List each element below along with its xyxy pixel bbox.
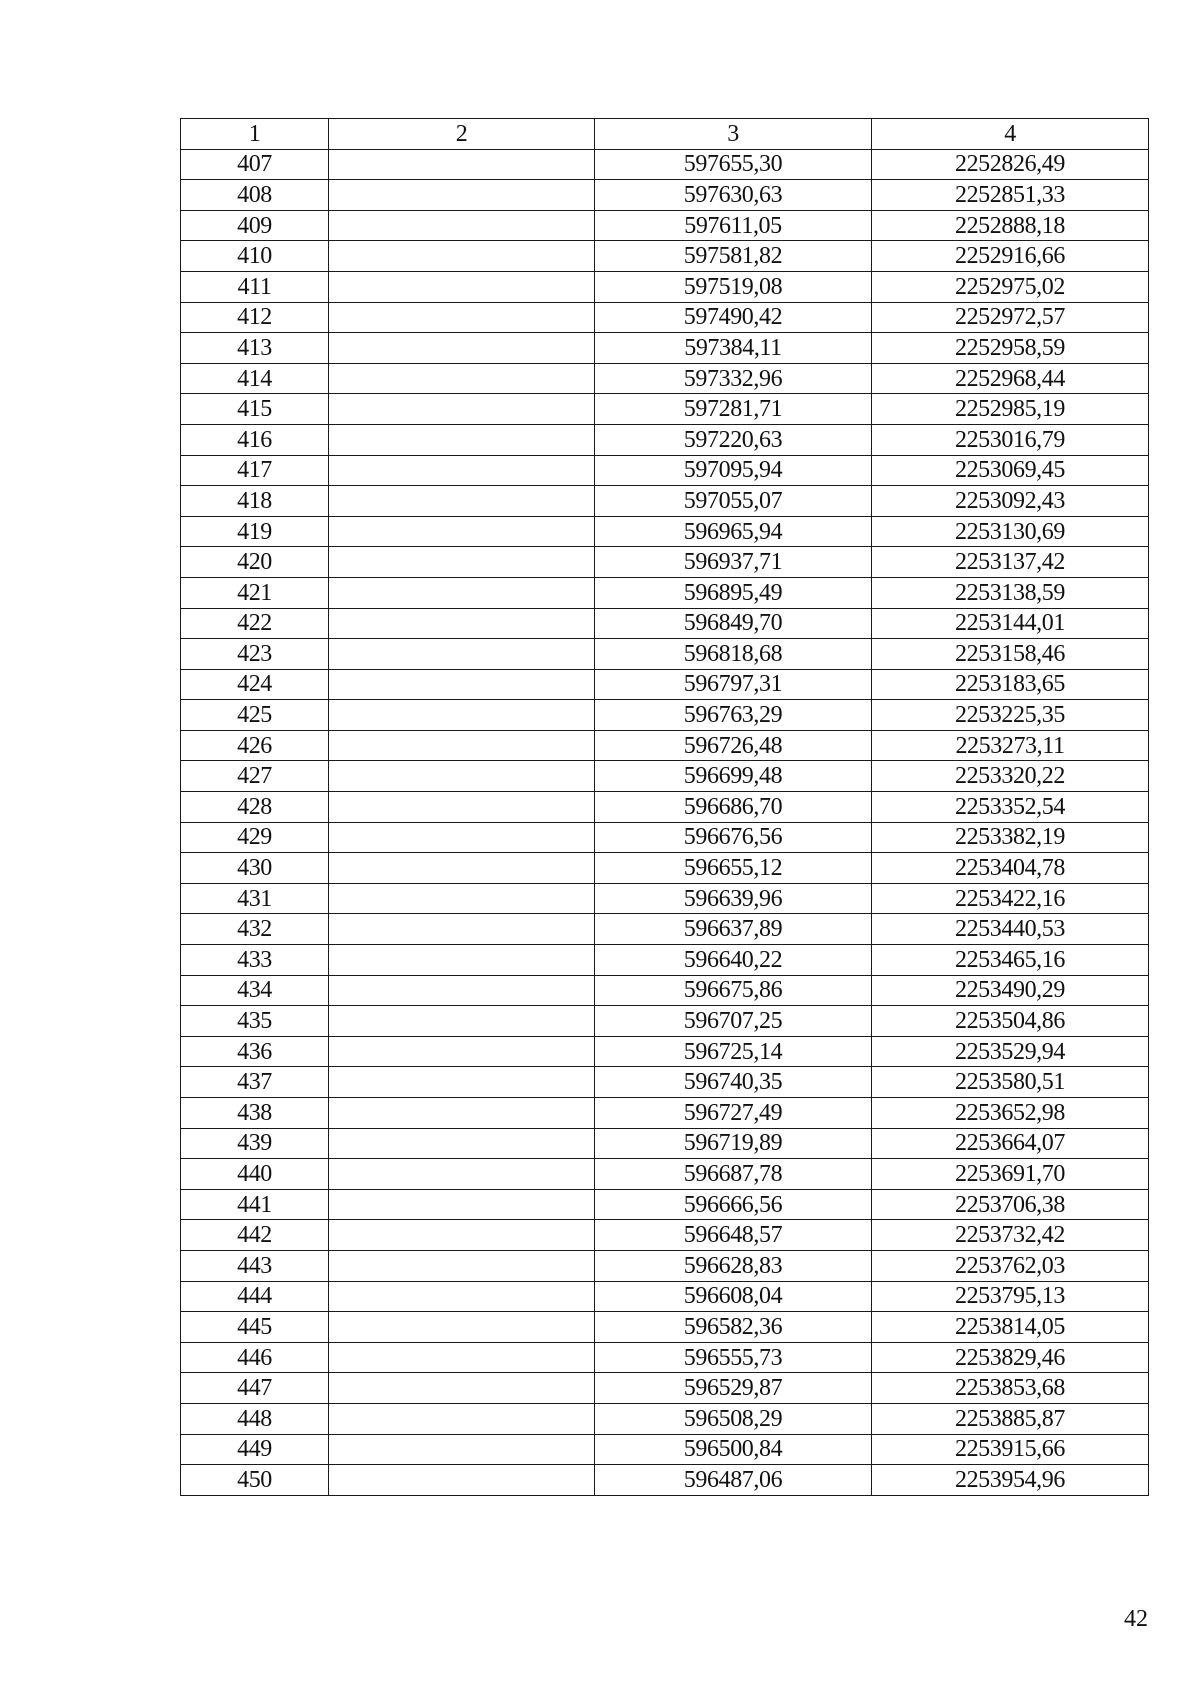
point-number-cell: 421: [181, 577, 329, 608]
y-coordinate-cell: 2253069,45: [872, 455, 1149, 486]
y-coordinate-cell: 2252985,19: [872, 394, 1149, 425]
table-row: [181, 1403, 1149, 1434]
table-row: [181, 700, 1149, 731]
x-coordinate-cell: 596508,29: [595, 1403, 872, 1434]
empty-cell: [329, 333, 595, 364]
x-coordinate-cell: 597095,94: [595, 455, 872, 486]
table-row: [181, 486, 1149, 517]
point-number-cell: 439: [181, 1128, 329, 1159]
x-coordinate-cell: 596529,87: [595, 1373, 872, 1404]
y-coordinate-cell: 2253183,65: [872, 669, 1149, 700]
point-number-cell: 437: [181, 1067, 329, 1098]
point-number-cell: 418: [181, 486, 329, 517]
point-number-cell: 440: [181, 1159, 329, 1190]
point-number-cell: 425: [181, 700, 329, 731]
page-number: 42: [1124, 1606, 1148, 1632]
x-coordinate-cell: 597519,08: [595, 271, 872, 302]
y-coordinate-cell: 2253954,96: [872, 1465, 1149, 1496]
table-row: [181, 1220, 1149, 1251]
table-row: [181, 577, 1149, 608]
y-coordinate-cell: 2253016,79: [872, 424, 1149, 455]
x-coordinate-cell: 596727,49: [595, 1098, 872, 1129]
point-number-cell: 432: [181, 914, 329, 945]
point-number-cell: 435: [181, 1006, 329, 1037]
header-row: [181, 119, 1149, 150]
empty-cell: [329, 1220, 595, 1251]
table-row: [181, 853, 1149, 884]
point-number-cell: 416: [181, 424, 329, 455]
y-coordinate-cell: 2253732,42: [872, 1220, 1149, 1251]
empty-cell: [329, 669, 595, 700]
point-number-cell: 423: [181, 639, 329, 670]
empty-cell: [329, 1373, 595, 1404]
point-number-cell: 450: [181, 1465, 329, 1496]
table-row: [181, 1250, 1149, 1281]
y-coordinate-cell: 2253138,59: [872, 577, 1149, 608]
x-coordinate-cell: 597611,05: [595, 210, 872, 241]
y-coordinate-cell: 2252968,44: [872, 363, 1149, 394]
x-coordinate-cell: 597281,71: [595, 394, 872, 425]
y-coordinate-cell: 2253137,42: [872, 547, 1149, 578]
y-coordinate-cell: 2253885,87: [872, 1403, 1149, 1434]
empty-cell: [329, 302, 595, 333]
empty-cell: [329, 792, 595, 823]
x-coordinate-cell: 596666,56: [595, 1189, 872, 1220]
point-number-cell: 449: [181, 1434, 329, 1465]
empty-cell: [329, 1312, 595, 1343]
point-number-cell: 442: [181, 1220, 329, 1251]
table-row: [181, 333, 1149, 364]
point-number-cell: 428: [181, 792, 329, 823]
table-row: [181, 792, 1149, 823]
empty-cell: [329, 1098, 595, 1129]
empty-cell: [329, 1250, 595, 1281]
point-number-cell: 422: [181, 608, 329, 639]
y-coordinate-cell: 2253273,11: [872, 730, 1149, 761]
y-coordinate-cell: 2253092,43: [872, 486, 1149, 517]
y-coordinate-cell: 2252975,02: [872, 271, 1149, 302]
table-row: [181, 1373, 1149, 1404]
point-number-cell: 448: [181, 1403, 329, 1434]
empty-cell: [329, 608, 595, 639]
x-coordinate-cell: 596648,57: [595, 1220, 872, 1251]
x-coordinate-cell: 597655,30: [595, 149, 872, 180]
y-coordinate-cell: 2252888,18: [872, 210, 1149, 241]
x-coordinate-cell: 596686,70: [595, 792, 872, 823]
point-number-cell: 431: [181, 883, 329, 914]
point-number-cell: 447: [181, 1373, 329, 1404]
y-coordinate-cell: 2253158,46: [872, 639, 1149, 670]
table-row: [181, 302, 1149, 333]
header-col-1: 1: [181, 119, 329, 150]
y-coordinate-cell: 2252826,49: [872, 149, 1149, 180]
table-row: [181, 761, 1149, 792]
empty-cell: [329, 577, 595, 608]
empty-cell: [329, 761, 595, 792]
point-number-cell: 443: [181, 1250, 329, 1281]
y-coordinate-cell: 2253829,46: [872, 1342, 1149, 1373]
point-number-cell: 413: [181, 333, 329, 364]
table-row: [181, 547, 1149, 578]
point-number-cell: 438: [181, 1098, 329, 1129]
table-body: [181, 149, 1149, 1495]
empty-cell: [329, 1342, 595, 1373]
table-row: [181, 271, 1149, 302]
empty-cell: [329, 1465, 595, 1496]
y-coordinate-cell: 2252851,33: [872, 180, 1149, 211]
empty-cell: [329, 547, 595, 578]
table-row: [181, 1189, 1149, 1220]
x-coordinate-cell: 596687,78: [595, 1159, 872, 1190]
x-coordinate-cell: 596699,48: [595, 761, 872, 792]
empty-cell: [329, 241, 595, 272]
x-coordinate-cell: 596582,36: [595, 1312, 872, 1343]
x-coordinate-cell: 597332,96: [595, 363, 872, 394]
point-number-cell: 441: [181, 1189, 329, 1220]
y-coordinate-cell: 2252916,66: [872, 241, 1149, 272]
x-coordinate-cell: 596763,29: [595, 700, 872, 731]
x-coordinate-cell: 596937,71: [595, 547, 872, 578]
table-row: [181, 1281, 1149, 1312]
table-row: [181, 1006, 1149, 1037]
table-row: [181, 394, 1149, 425]
empty-cell: [329, 486, 595, 517]
x-coordinate-cell: 596676,56: [595, 822, 872, 853]
y-coordinate-cell: 2253706,38: [872, 1189, 1149, 1220]
x-coordinate-cell: 596500,84: [595, 1434, 872, 1465]
x-coordinate-cell: 596797,31: [595, 669, 872, 700]
table-row: [181, 669, 1149, 700]
table-row: [181, 945, 1149, 976]
table-row: [181, 883, 1149, 914]
table-row: [181, 180, 1149, 211]
table-row: [181, 455, 1149, 486]
x-coordinate-cell: 596719,89: [595, 1128, 872, 1159]
empty-cell: [329, 1434, 595, 1465]
y-coordinate-cell: 2252958,59: [872, 333, 1149, 364]
x-coordinate-cell: 597490,42: [595, 302, 872, 333]
table-row: [181, 1434, 1149, 1465]
empty-cell: [329, 730, 595, 761]
y-coordinate-cell: 2253144,01: [872, 608, 1149, 639]
point-number-cell: 415: [181, 394, 329, 425]
y-coordinate-cell: 2253422,16: [872, 883, 1149, 914]
x-coordinate-cell: 597055,07: [595, 486, 872, 517]
point-number-cell: 446: [181, 1342, 329, 1373]
header-col-2: 2: [329, 119, 595, 150]
table-row: [181, 424, 1149, 455]
y-coordinate-cell: 2253762,03: [872, 1250, 1149, 1281]
point-number-cell: 445: [181, 1312, 329, 1343]
x-coordinate-cell: 596818,68: [595, 639, 872, 670]
x-coordinate-cell: 596655,12: [595, 853, 872, 884]
y-coordinate-cell: 2253652,98: [872, 1098, 1149, 1129]
empty-cell: [329, 1006, 595, 1037]
y-coordinate-cell: 2253352,54: [872, 792, 1149, 823]
y-coordinate-cell: 2253795,13: [872, 1281, 1149, 1312]
point-number-cell: 436: [181, 1036, 329, 1067]
point-number-cell: 419: [181, 516, 329, 547]
header-col-4: 4: [872, 119, 1149, 150]
y-coordinate-cell: 2253504,86: [872, 1006, 1149, 1037]
table-row: [181, 210, 1149, 241]
table-row: [181, 149, 1149, 180]
x-coordinate-cell: 596637,89: [595, 914, 872, 945]
x-coordinate-cell: 597630,63: [595, 180, 872, 211]
table-row: [181, 241, 1149, 272]
point-number-cell: 412: [181, 302, 329, 333]
table-row: [181, 1465, 1149, 1496]
empty-cell: [329, 394, 595, 425]
empty-cell: [329, 1128, 595, 1159]
x-coordinate-cell: 596707,25: [595, 1006, 872, 1037]
point-number-cell: 410: [181, 241, 329, 272]
y-coordinate-cell: 2253320,22: [872, 761, 1149, 792]
point-number-cell: 430: [181, 853, 329, 884]
empty-cell: [329, 1403, 595, 1434]
x-coordinate-cell: 596639,96: [595, 883, 872, 914]
x-coordinate-cell: 596726,48: [595, 730, 872, 761]
point-number-cell: 411: [181, 271, 329, 302]
x-coordinate-cell: 597581,82: [595, 241, 872, 272]
point-number-cell: 433: [181, 945, 329, 976]
table-row: [181, 1342, 1149, 1373]
x-coordinate-cell: 597220,63: [595, 424, 872, 455]
empty-cell: [329, 883, 595, 914]
x-coordinate-cell: 596675,86: [595, 975, 872, 1006]
empty-cell: [329, 424, 595, 455]
x-coordinate-cell: 596849,70: [595, 608, 872, 639]
y-coordinate-cell: 2253580,51: [872, 1067, 1149, 1098]
table-row: [181, 1098, 1149, 1129]
table-row: [181, 639, 1149, 670]
empty-cell: [329, 700, 595, 731]
point-number-cell: 420: [181, 547, 329, 578]
point-number-cell: 444: [181, 1281, 329, 1312]
empty-cell: [329, 1036, 595, 1067]
y-coordinate-cell: 2253691,70: [872, 1159, 1149, 1190]
point-number-cell: 408: [181, 180, 329, 211]
x-coordinate-cell: 596895,49: [595, 577, 872, 608]
x-coordinate-cell: 596725,14: [595, 1036, 872, 1067]
y-coordinate-cell: 2253225,35: [872, 700, 1149, 731]
y-coordinate-cell: 2253404,78: [872, 853, 1149, 884]
empty-cell: [329, 975, 595, 1006]
header-col-3: 3: [595, 119, 872, 150]
empty-cell: [329, 455, 595, 486]
y-coordinate-cell: 2253529,94: [872, 1036, 1149, 1067]
y-coordinate-cell: 2252972,57: [872, 302, 1149, 333]
x-coordinate-cell: 597384,11: [595, 333, 872, 364]
table-row: [181, 1036, 1149, 1067]
y-coordinate-cell: 2253490,29: [872, 975, 1149, 1006]
empty-cell: [329, 945, 595, 976]
x-coordinate-cell: 596608,04: [595, 1281, 872, 1312]
table-row: [181, 608, 1149, 639]
table-row: [181, 1312, 1149, 1343]
x-coordinate-cell: 596740,35: [595, 1067, 872, 1098]
y-coordinate-cell: 2253814,05: [872, 1312, 1149, 1343]
table-row: [181, 1128, 1149, 1159]
y-coordinate-cell: 2253130,69: [872, 516, 1149, 547]
empty-cell: [329, 516, 595, 547]
table-row: [181, 914, 1149, 945]
table-row: [181, 516, 1149, 547]
table-row: [181, 822, 1149, 853]
point-number-cell: 427: [181, 761, 329, 792]
empty-cell: [329, 853, 595, 884]
x-coordinate-cell: 596965,94: [595, 516, 872, 547]
y-coordinate-cell: 2253440,53: [872, 914, 1149, 945]
empty-cell: [329, 1067, 595, 1098]
y-coordinate-cell: 2253382,19: [872, 822, 1149, 853]
empty-cell: [329, 363, 595, 394]
empty-cell: [329, 180, 595, 211]
empty-cell: [329, 914, 595, 945]
point-number-cell: 414: [181, 363, 329, 394]
point-number-cell: 417: [181, 455, 329, 486]
empty-cell: [329, 1159, 595, 1190]
table-row: [181, 1067, 1149, 1098]
point-number-cell: 426: [181, 730, 329, 761]
point-number-cell: 407: [181, 149, 329, 180]
y-coordinate-cell: 2253853,68: [872, 1373, 1149, 1404]
x-coordinate-cell: 596628,83: [595, 1250, 872, 1281]
x-coordinate-cell: 596555,73: [595, 1342, 872, 1373]
point-number-cell: 424: [181, 669, 329, 700]
x-coordinate-cell: 596487,06: [595, 1465, 872, 1496]
empty-cell: [329, 639, 595, 670]
point-number-cell: 429: [181, 822, 329, 853]
table-row: [181, 363, 1149, 394]
point-number-cell: 434: [181, 975, 329, 1006]
y-coordinate-cell: 2253915,66: [872, 1434, 1149, 1465]
table-row: [181, 730, 1149, 761]
empty-cell: [329, 822, 595, 853]
empty-cell: [329, 149, 595, 180]
y-coordinate-cell: 2253465,16: [872, 945, 1149, 976]
empty-cell: [329, 271, 595, 302]
table-row: [181, 975, 1149, 1006]
point-number-cell: 409: [181, 210, 329, 241]
y-coordinate-cell: 2253664,07: [872, 1128, 1149, 1159]
empty-cell: [329, 1189, 595, 1220]
empty-cell: [329, 1281, 595, 1312]
x-coordinate-cell: 596640,22: [595, 945, 872, 976]
empty-cell: [329, 210, 595, 241]
table-row: [181, 1159, 1149, 1190]
coordinates-table: [180, 118, 1149, 1496]
